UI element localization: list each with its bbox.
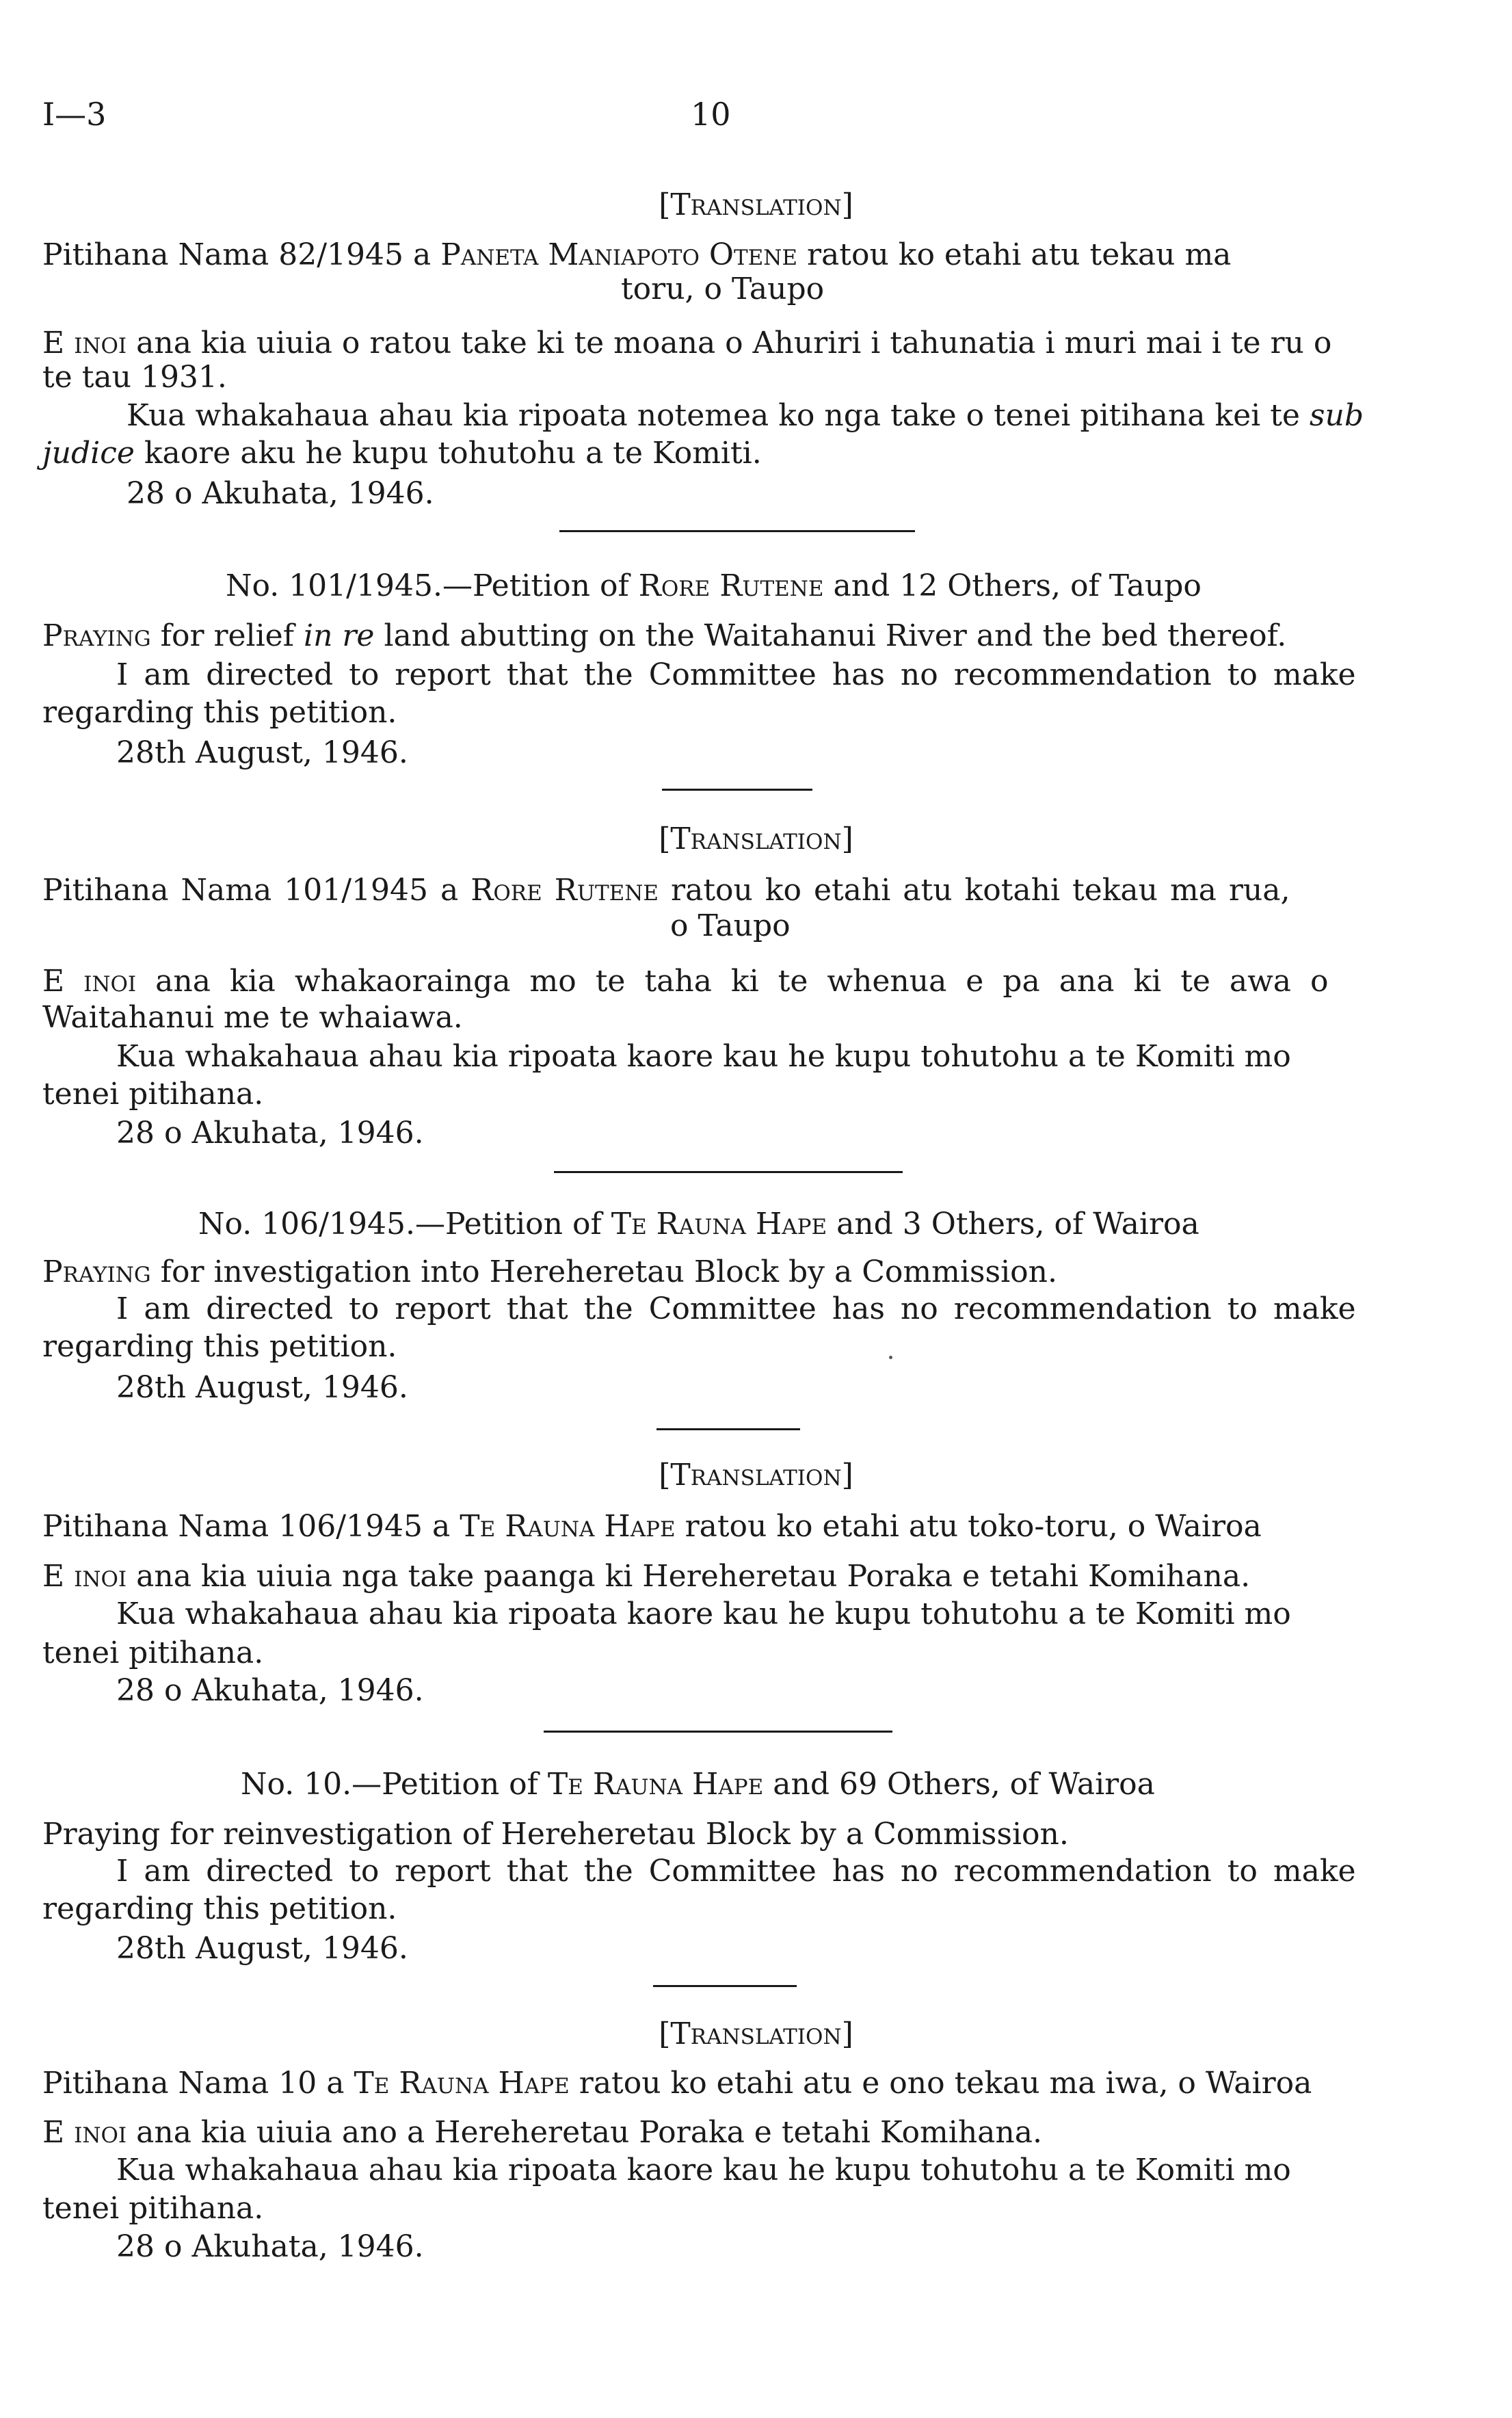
section-divider bbox=[559, 530, 915, 532]
prayer-text: E inoi ana kia uiuia ano a Hereheretau Poraka e tetahi Komihana. bbox=[42, 2115, 1042, 2150]
prayer-text: Praying for reinvestigation of Hereheretau Block by a Commission. bbox=[42, 1817, 1069, 1852]
report-text-continued: tenei pitihana. bbox=[42, 2191, 264, 2226]
report-date: 28 o Akuhata, 1946. bbox=[116, 1673, 424, 1708]
prayer-text: E inoi ana kia uiuia nga take paanga ki Hereheretau Poraka e tetahi Komihana. bbox=[42, 1559, 1251, 1594]
petition-title: Pitihana Nama 106/1945 a Te Rauna Hape ratou ko etahi atu toko-toru, o Wairoa bbox=[42, 1509, 1262, 1544]
prayer-text-continued: Waitahanui me te whaiawa. bbox=[42, 1000, 463, 1035]
report-text-continued: regarding this petition. bbox=[42, 1891, 397, 1926]
report-text-continued: tenei pitihana. bbox=[42, 1635, 264, 1670]
petition-title: Pitihana Nama 82/1945 a Paneta Maniapoto Otene ratou ko etahi atu tekau ma bbox=[42, 237, 1232, 272]
petition-title: Pitihana Nama 101/1945 a Rore Rutene ratou ko etahi atu kotahi tekau ma rua, bbox=[42, 873, 1290, 908]
petition-title: No. 106/1945.—Petition of Te Rauna Hape and 3 Others, of Wairoa bbox=[198, 1207, 1199, 1241]
petition-title: Pitihana Nama 10 a Te Rauna Hape ratou ko etahi atu e ono tekau ma iwa, o Wairoa bbox=[42, 2066, 1312, 2101]
petitioner-name: Paneta Maniapoto Otene bbox=[440, 237, 798, 272]
report-text: Kua whakahaua ahau kia ripoata notemea ko nga take o tenei pitihana kei te sub bbox=[127, 398, 1364, 433]
report-text-continued: regarding this petition. bbox=[42, 1329, 397, 1364]
report-text-continued: tenei pitihana. bbox=[42, 1077, 264, 1112]
translation-heading: [Translation] bbox=[659, 187, 853, 222]
prayer-text: Praying for investigation into Hereheretau Block by a Commission. bbox=[42, 1254, 1057, 1289]
prayer-text-continued: te tau 1931. bbox=[42, 360, 227, 395]
petition-title-continued: toru, o Taupo bbox=[621, 272, 825, 306]
report-text: I am directed to report that the Committee has no recommendation to make bbox=[116, 657, 1356, 692]
petitioner-name: Te Rauna Hape bbox=[460, 1509, 676, 1544]
document-reference: I—3 bbox=[42, 96, 107, 133]
page-number: 10 bbox=[691, 96, 731, 133]
petition-title-continued: o Taupo bbox=[670, 908, 791, 943]
report-text: Kua whakahaua ahau kia ripoata kaore kau he kupu tohutohu a te Komiti mo bbox=[116, 1596, 1291, 1631]
petitioner-name: Rore Rutene bbox=[470, 873, 659, 908]
report-text-continued: regarding this petition. bbox=[42, 695, 397, 730]
section-divider bbox=[662, 789, 812, 791]
translation-heading: [Translation] bbox=[659, 822, 853, 856]
report-text: I am directed to report that the Committee has no recommendation to make bbox=[116, 1854, 1356, 1889]
section-divider bbox=[544, 1731, 892, 1733]
petitioner-name: Rore Rutene bbox=[638, 568, 824, 603]
report-date: 28th August, 1946. bbox=[116, 735, 408, 770]
report-text-continued: judice kaore aku he kupu tohutohu a te Komiti. bbox=[42, 436, 762, 471]
translation-heading: [Translation] bbox=[659, 1458, 853, 1493]
report-text: I am directed to report that the Committee has no recommendation to make bbox=[116, 1291, 1356, 1326]
report-text: Kua whakahaua ahau kia ripoata kaore kau he kupu tohutohu a te Komiti mo bbox=[116, 1039, 1291, 1074]
prayer-text: E inoi ana kia uiuia o ratou take ki te moana o Ahuriri i tahunatia i muri mai i te ru o bbox=[42, 326, 1332, 360]
prayer-text: E inoi ana kia whakaorainga mo te taha ki te whenua e pa ana ki te awa o bbox=[42, 964, 1329, 999]
petition-title: No. 10.—Petition of Te Rauna Hape and 69 Others, of Wairoa bbox=[241, 1767, 1155, 1802]
section-divider bbox=[656, 1428, 800, 1430]
report-date: 28 o Akuhata, 1946. bbox=[116, 2229, 424, 2264]
report-text: Kua whakahaua ahau kia ripoata kaore kau he kupu tohutohu a te Komiti mo bbox=[116, 2153, 1291, 2187]
section-divider bbox=[653, 1985, 797, 1987]
petitioner-name: Te Rauna Hape bbox=[611, 1207, 827, 1241]
prayer-text: Praying for relief in re land abutting on the Waitahanui River and the bed thereof. bbox=[42, 618, 1287, 653]
report-date: 28th August, 1946. bbox=[116, 1370, 408, 1405]
section-divider bbox=[554, 1171, 903, 1173]
translation-heading: [Translation] bbox=[659, 2016, 853, 2051]
petitioner-name: Te Rauna Hape bbox=[354, 2066, 570, 2101]
report-date: 28 o Akuhata, 1946. bbox=[127, 476, 434, 511]
report-date: 28 o Akuhata, 1946. bbox=[116, 1116, 424, 1151]
petitioner-name: Te Rauna Hape bbox=[547, 1767, 764, 1802]
petition-title: No. 101/1945.—Petition of Rore Rutene and 12 Others, of Taupo bbox=[226, 568, 1202, 603]
print-speck bbox=[889, 1356, 892, 1359]
report-date: 28th August, 1946. bbox=[116, 1931, 408, 1966]
